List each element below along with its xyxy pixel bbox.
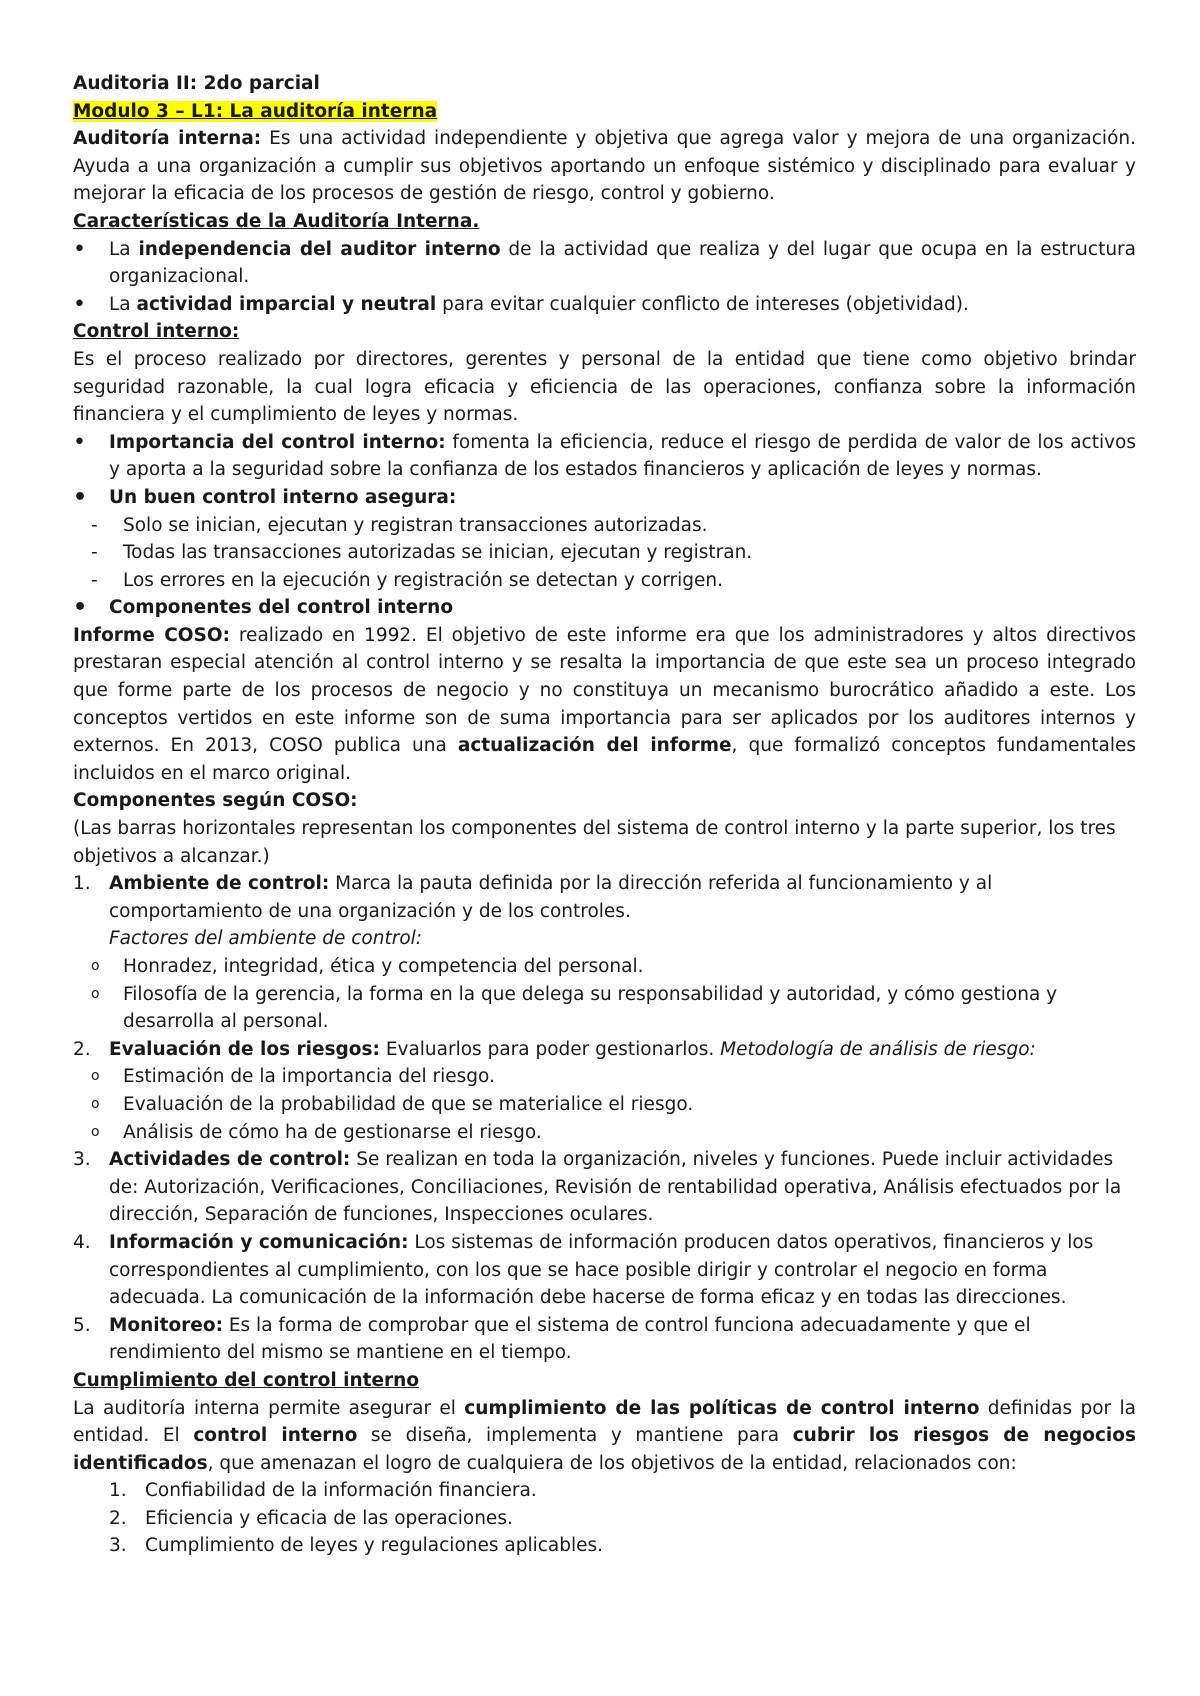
sub-item: o Estimación de la importancia del riesgo. <box>73 1063 1136 1091</box>
module-heading <box>73 98 1136 126</box>
dash-item: - Solo se inician, ejecutan y registran transacciones autorizadas. <box>73 512 1136 540</box>
circle-bullet-icon: o <box>91 1095 100 1112</box>
objective-item: 3. Cumplimiento de leyes y regulaciones aplicables. <box>109 1535 604 1557</box>
importance-item: • Importancia del control interno: fomenta la eficiencia, reduce el riesgo de perdida de valor de los activos y aporta a la seguridad sobre la confianza de los estados financieros y aplicación de leyes y normas. <box>73 429 1136 481</box>
sub-item: o Análisis de cómo ha de gestionarse el riesgo. <box>73 1119 1136 1147</box>
module-heading-text: Modulo 3 – L1: La auditoría interna <box>73 100 438 122</box>
circle-bullet-icon: o <box>91 1123 100 1140</box>
definition-text: Es una actividad independiente y objetiva que agrega valor y mejora de una organización. Ayuda a una organización a cumplir sus objetivos aportando un enfoque sistémico y disciplinado para evaluar y mejorar la eficacia de los procesos de gestión de riesgo, control y gobierno. <box>73 128 1136 205</box>
characteristics-heading: Características de la Auditoría Interna. <box>73 210 480 232</box>
bullet-icon: • <box>73 595 88 621</box>
dash-icon: - <box>91 542 98 564</box>
dash-item: - Todas las transacciones autorizadas se inician, ejecutan y registran. <box>73 539 1136 567</box>
compliance-heading: Cumplimiento del control interno <box>73 1369 420 1391</box>
definition-term: Auditoría interna: <box>73 128 262 150</box>
coso-note: (Las barras horizontales representan los componentes del sistema de control interno y la parte superior, los tres objetivos a alcanzar.) <box>73 818 1116 867</box>
coso-item: 4. Información y comunicación: Los sistemas de información producen datos operativos, financieros y los correspondientes al cumplimiento, con los que se hace posible dirigir y controlar el negocio en forma adecuada. La comunicación de la información debe hacerse de forma eficaz y en todas las direcciones. <box>73 1231 1094 1309</box>
document-title: Auditoria II: 2do parcial <box>73 73 320 94</box>
factors-label: Factores del ambiente de control: <box>109 928 423 950</box>
objective-item: 2. Eficiencia y eficacia de las operaciones. <box>109 1507 513 1529</box>
characteristic-item: • La actividad imparcial y neutral para evitar cualquier conflicto de intereses (objetividad). <box>73 291 969 317</box>
compliance-paragraph: La auditoría interna permite asegurar el cumplimiento de las políticas de control interno definidas por la entidad. El control interno se diseña, implementa y mantiene para cubrir los riesgos de negocios identificados, que amenazan el logro de cualquiera de los objetivos de la entidad, relacionados con: <box>73 1397 1136 1474</box>
control-heading: Control interno: <box>73 321 240 343</box>
coso-item: 1. Ambiente de control: Marca la pauta definida por la dirección referida al funcionamiento y al comportamiento de una organización y de los controles. <box>73 873 993 922</box>
sub-item: o Filosofía de la gerencia, la forma en la que delega su responsabilidad y autoridad, y cómo gestiona y desarrolla al personal. <box>73 981 1136 1036</box>
bullet-icon: • <box>73 291 86 317</box>
definition-paragraph <box>73 125 1136 208</box>
circle-bullet-icon: o <box>91 985 100 1002</box>
circle-bullet-icon: o <box>91 1068 100 1085</box>
sub-item: o Honradez, integridad, ética y competencia del personal. <box>73 953 1136 981</box>
coso-paragraph: Informe COSO: realizado en 1992. El objetivo de este informe era que los administradores y altos directivos prestaran especial atención al control interno y se resalta la importancia de que este sea un proceso integrado que forme parte de los procesos de negocio y no constituya un mecanismo burocrático añadido a este. Los conceptos vertidos en este informe son de suma importancia para ser aplicados por los auditores internos y externos. En 2013, COSO publica una actualización del informe, que formalizó conceptos fundamentales incluidos en el marco original. <box>73 624 1136 784</box>
control-paragraph: Es el proceso realizado por directores, gerentes y personal de la entidad que tiene como objetivo brindar seguridad razonable, la cual logra eficacia y eficiencia de las operaciones, confianza sobre la información financiera y el cumplimiento de leyes y normas. <box>73 348 1136 426</box>
coso-components-heading: Componentes según COSO: <box>73 790 358 812</box>
coso-item: 3. Actividades de control: Se realizan en toda la organización, niveles y funciones. Puede incluir actividades de: Autorización, Verificaciones, Conciliaciones, Revisión de rentabilidad operativa, Análisis efectuados por la dirección, Separación de funciones, Inspecciones oculares. <box>73 1149 1122 1226</box>
good-control-item: • Un buen control interno asegura: <box>73 484 457 510</box>
coso-item: 5. Monitoreo: Es la forma de comprobar que el sistema de control funciona adecuadamente y que el rendimiento del mismo se mantiene en el tiempo. <box>73 1314 1031 1364</box>
bullet-icon: • <box>73 429 86 455</box>
circle-bullet-icon: o <box>91 958 100 974</box>
dash-icon: - <box>91 569 98 591</box>
dash-icon: - <box>91 514 98 536</box>
components-item: • Componentes del control interno <box>73 595 454 621</box>
bullet-icon: • <box>73 236 86 262</box>
objective-item: 1. Confiabilidad de la información financiera. <box>109 1480 537 1502</box>
coso-item: 2. Evaluación de los riesgos: Evaluarlos para poder gestionarlos. Metodología de análisis de riesgo: <box>73 1038 1036 1060</box>
sub-item: o Evaluación de la probabilidad de que se materialice el riesgo. <box>73 1091 1136 1119</box>
characteristic-item: • La independencia del auditor interno de la actividad que realiza y del lugar que ocupa en la estructura organizacional. <box>73 236 1136 288</box>
dash-item: - Los errores en la ejecución y registración se detectan y corrigen. <box>73 567 1136 595</box>
bullet-icon: • <box>73 484 88 510</box>
